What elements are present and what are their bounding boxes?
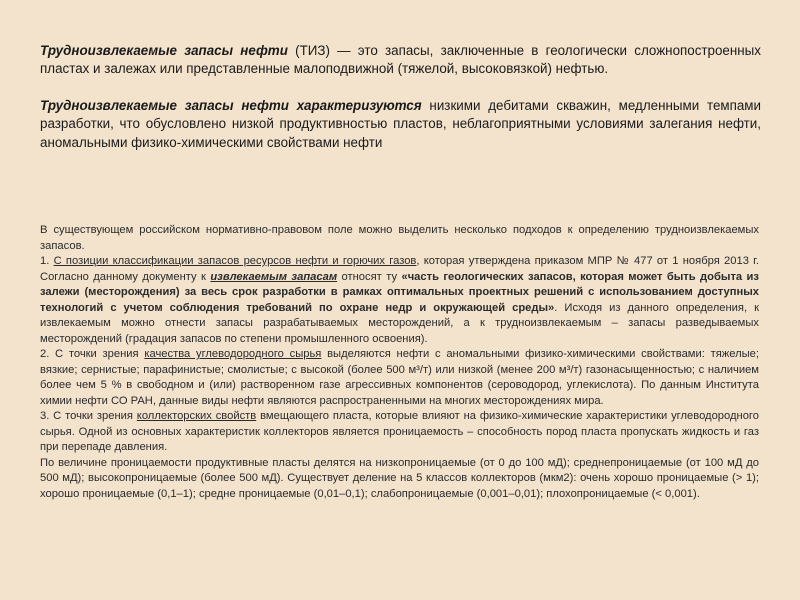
item-1-emphasis: извлекаемым запасам <box>210 270 338 283</box>
item-1-quote: «часть геологических запасов, которая может быть добыта из залежи (месторождения) за весь срок разработки в рамках оптимальных проектных решений с использованием доступных технологий с учетом соблюдения требований по охране недр и окружающей среды» <box>40 270 759 314</box>
item-1-text-c: . Исходя из данного определения, к извлекаемым можно отнести запасы разрабатываемых месторождений, а к трудноизвлекаемым – запасы разведываемых месторождений (градация запасов по степени промышленного освоения). <box>40 301 759 345</box>
item-1-paragraph <box>40 254 759 347</box>
permeability-paragraph: По величине проницаемости продуктивные пласты делятся на низкопроницаемые (от 0 до 100 мД); среднепроницаемые (от 100 мД до 500 мД); высокопроницаемые (более 500 мД). Существует деление на 5 классов коллекторов (мкм2): очень хорошо проницаемые (> 1); хорошо проницаемые (0,1–1); средне проницаемые (0,01–0,1); слабопроницаемые (0,001–0,01); плохопроницаемые (< 0,001). <box>40 456 759 500</box>
item-2-link: качества углеводородного сырья <box>144 348 322 360</box>
characteristics-paragraph <box>40 97 761 152</box>
approaches-block <box>40 223 759 502</box>
item-1-link: С позиции классификации запасов ресурсов нефти и горючих газов <box>53 255 417 267</box>
item-1-text-a: , которая утверждена приказом МПР № 477 от 1 ноября 2013 г. Согласно данному документу к <box>40 255 759 283</box>
item-3-text: вмещающего пласта, которые влияют на физико-химические характеристики углеводородного сырья. Одной из основных характеристик коллекторов является проницаемость – способность пород пласта пропускать жидкость и газ при перепаде давления. <box>40 410 759 453</box>
item-2-paragraph <box>40 347 759 409</box>
characteristics-term: Трудноизвлекаемые запасы нефти характеризуются <box>40 97 422 113</box>
item-3-number: 3. С точки зрения <box>40 410 137 422</box>
item-1-number: 1. <box>40 255 54 267</box>
item-2-text: выделяются нефти с аномальными физико-химическими свойствами: тяжелые; вязкие; сернистые; парафинистые; смолистые; с высокой (более 500 м³/т) или низкой (менее 200 м³/т) газонасыщенностью; с наличием более чем 5 % в свободном и (или) растворенном газе агрессивных компонентов (сероводород, углекислота). По данным Института химии нефти СО РАН, данные виды нефти являются распространенными на многих месторождениях мира. <box>40 348 759 407</box>
summary-block <box>40 42 761 152</box>
item-3-link: коллекторских свойств <box>136 410 257 422</box>
item-3-paragraph <box>40 409 759 456</box>
definition-text: (ТИЗ) — это запасы, заключенные в геологически сложнопостроенных пластах и залежах или представленные малоподвижной (тяжелой, высоковязкой) нефтью. <box>40 43 761 77</box>
item-2-number: 2. С точки зрения <box>40 348 145 360</box>
definition-term: Трудноизвлекаемые запасы нефти <box>40 43 288 58</box>
characteristics-text: низкими дебитами скважин, медленными темпами разработки, что обусловлено низкой продуктивностью пластов, неблагоприятными условиями залегания нефти, аномальными физико-химическими свойствами нефти <box>40 97 761 150</box>
definition-paragraph <box>40 42 761 79</box>
intro-paragraph: В существующем российском нормативно-правовом поле можно выделить несколько подходов к определению трудноизвлекаемых запасов. <box>40 224 759 252</box>
item-1-text-b: относят ту <box>337 270 402 283</box>
